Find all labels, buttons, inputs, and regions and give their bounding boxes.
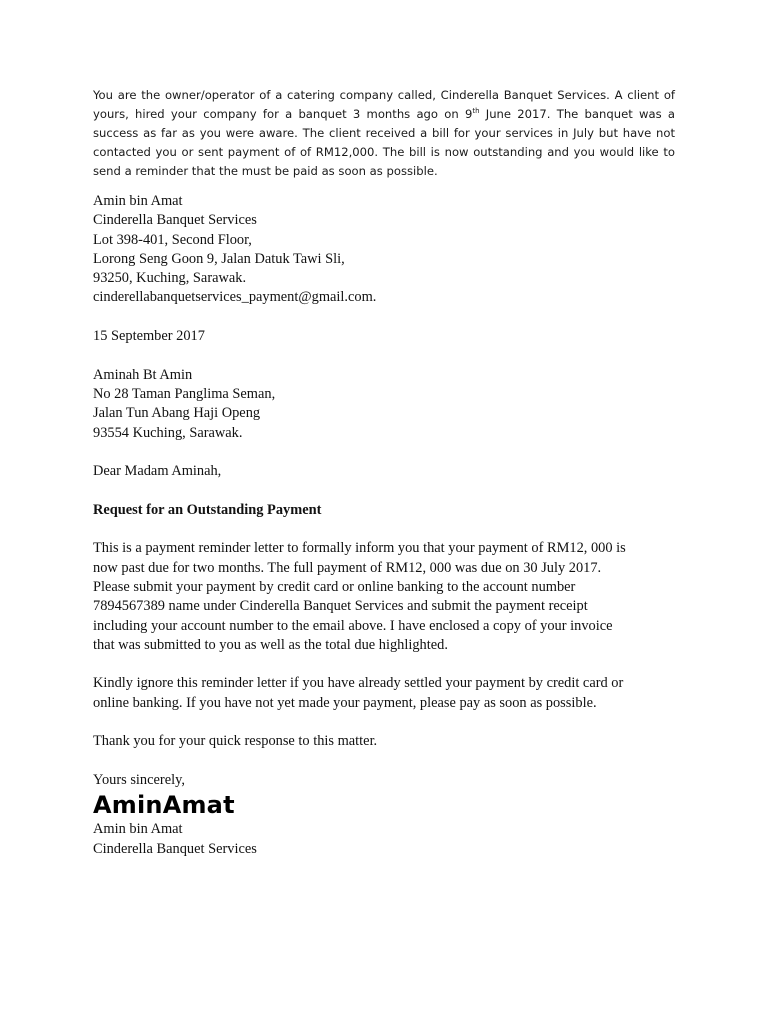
paragraph-line: now past due for two months. The full payment of RM12, 000 was due on 30 July 2017. (93, 559, 602, 576)
paragraph-line: Thank you for your quick response to this matter. (93, 733, 378, 750)
letter-date (93, 327, 693, 346)
paragraph-line: This is a payment reminder letter to formally inform you that your payment of RM12, 000 is (93, 540, 626, 557)
date-text: 15 September 2017 (93, 328, 205, 345)
closing-block (93, 771, 693, 859)
paragraph-line: Kindly ignore this reminder letter if you have already settled your payment by credit card or (93, 675, 624, 692)
task-instructions (93, 86, 675, 181)
recipient-address-line: Jalan Tun Abang Haji Openg (93, 405, 261, 422)
signoff-name: Amin bin Amat (93, 821, 183, 838)
paragraph-line: online banking. If you have not yet made your payment, please pay as soon as possible. (93, 694, 597, 711)
signature: AminAmat (93, 791, 235, 820)
salutation (93, 462, 693, 481)
sender-email: cinderellabanquetservices_payment@gmail.com. (93, 289, 377, 306)
paragraph-reminder (93, 539, 693, 655)
task-text-start: You are the owner/operator of a catering company called, Cinderella Banquet Services. A client of yours, hired your company for a banquet 3 months ago on 9 (93, 88, 675, 121)
closing-text: Yours sincerely, (93, 771, 185, 788)
sender-address (93, 192, 693, 308)
subject-text: Request for an Outstanding Payment (93, 501, 322, 518)
signoff-company: Cinderella Banquet Services (93, 840, 257, 857)
paragraph-thanks (93, 732, 693, 751)
recipient-address-line: No 28 Taman Panglima Seman, (93, 385, 276, 402)
ordinal-suffix: th (472, 107, 480, 116)
sender-address-line: Lorong Seng Goon 9, Jalan Datuk Tawi Sli, (93, 250, 345, 267)
sender-address-line: Lot 398-401, Second Floor, (93, 231, 252, 248)
paragraph-ignore-notice (93, 674, 693, 713)
salutation-text: Dear Madam Aminah, (93, 463, 222, 480)
recipient-name: Aminah Bt Amin (93, 366, 193, 383)
paragraph-line: 7894567389 name under Cinderella Banquet Services and submit the payment receipt (93, 598, 588, 615)
task-text-end: June 2017. The banquet was a success as far as you were aware. The client received a bill for your services in July but have not contacted you or sent payment of of RM12,000. The bill is now outstanding and you would like to send a reminder that the must be paid as soon as possible. (93, 107, 675, 178)
paragraph-line: including your account number to the email above. I have enclosed a copy of your invoice (93, 617, 613, 634)
recipient-address-line: 93554 Kuching, Sarawak. (93, 424, 243, 441)
sender-address-line: 93250, Kuching, Sarawak. (93, 270, 247, 287)
paragraph-line: that was submitted to you as well as the total due highlighted. (93, 636, 448, 653)
subject-line (93, 501, 693, 520)
recipient-address (93, 366, 693, 443)
paragraph-line: Please submit your payment by credit card or online banking to the account number (93, 578, 576, 595)
sender-company: Cinderella Banquet Services (93, 212, 257, 229)
sender-name: Amin bin Amat (93, 193, 183, 209)
letter-body (93, 192, 693, 859)
